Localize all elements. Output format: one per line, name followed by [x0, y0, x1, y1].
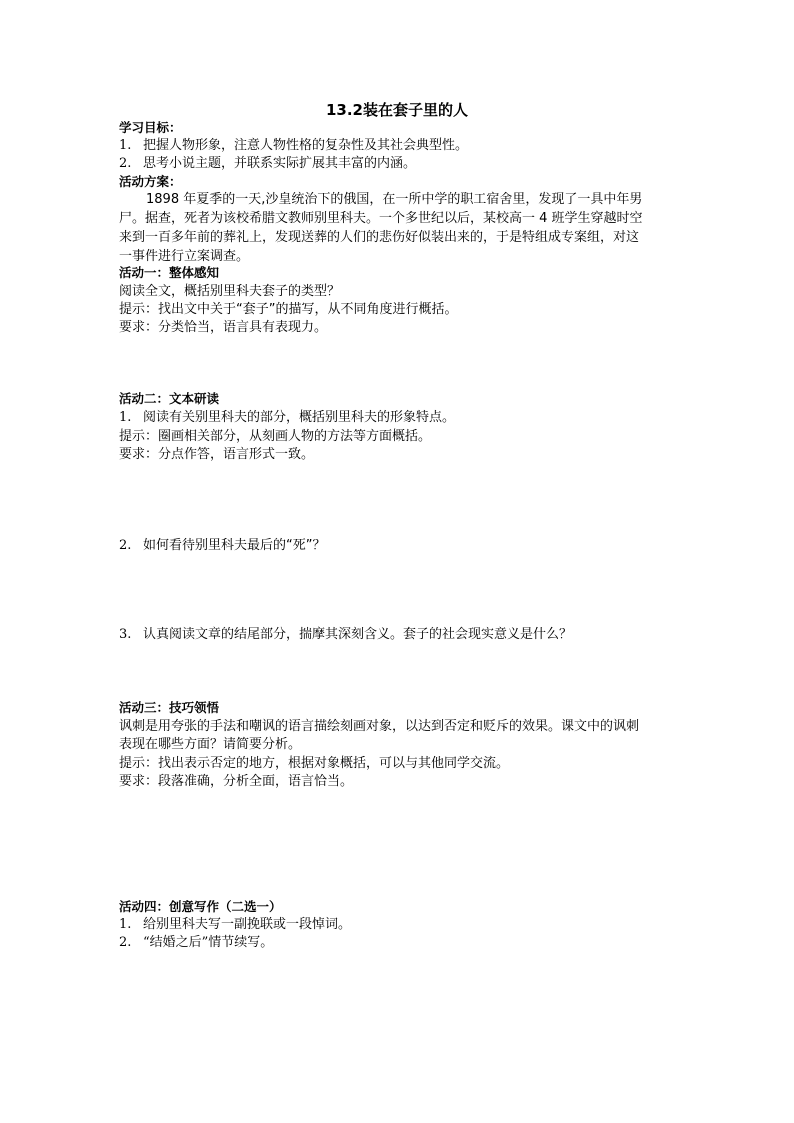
plan-line-1: 1898 年夏季的一天,沙皇统治下的俄国，在一所中学的职工宿舍里，发现了一具中年男: [146, 192, 643, 207]
activity2-requirement: 要求：分点作答，语言形式一致。: [119, 447, 315, 462]
goal-item-2-text: 思考小说主题，并联系实际扩展其丰富的内涵。: [143, 156, 417, 171]
goal-item-1-num: 1.: [119, 138, 132, 153]
activity4-item-1-text: 给别里科夫写一副挽联或一段悼词。: [143, 917, 352, 932]
goal-item-1: [119, 137, 468, 155]
activity2-question-2-num: 2.: [119, 538, 132, 553]
plan-line-4: 一事件进行立案调查。: [119, 249, 250, 264]
activity4-item-2-num: 2.: [119, 935, 132, 950]
activity4-item-1: [119, 916, 351, 934]
activity2-question-3-num: 3.: [119, 627, 132, 642]
activity2-question-3-text: 认真阅读文章的结尾部分，揣摩其深刻含义。套子的社会现实意义是什么？: [143, 627, 573, 642]
activity2-question-2-text: 如何看待别里科夫最后的“死”？: [143, 538, 326, 553]
activity2-question-1-num: 1.: [119, 410, 132, 425]
activity3-line-1: 讽刺是用夸张的手法和嘲讽的语言描绘刻画对象，以达到否定和贬斥的效果。课文中的讽刺: [119, 719, 640, 734]
activity2-question-2: [119, 537, 325, 555]
activity1-heading: 活动一：整体感知: [119, 265, 220, 280]
activity4-heading: 活动四：创意写作（二选一）: [119, 899, 282, 914]
goal-item-2-num: 2.: [119, 156, 132, 171]
activity1-hint: 提示：找出文中关于“套子”的描写，从不同角度进行概括。: [119, 302, 458, 317]
page-title: 13.2装在套子里的人: [325, 101, 468, 119]
activity4-item-2: [119, 934, 273, 952]
activity2-question-1: [119, 409, 455, 427]
activity2-question-3: [119, 626, 572, 644]
activity3-hint: 提示：找出表示否定的地方，根据对象概括，可以与其他同学交流。: [119, 756, 510, 771]
goal-item-1-text: 把握人物形象，注意人物性格的复杂性及其社会典型性。: [143, 138, 469, 153]
goal-item-2: [119, 155, 416, 173]
plan-line-2: 尸。据查，死者为该校希腊文教师别里科夫。一个多世纪以后，某校高一 4 班学生穿越时空: [119, 211, 643, 226]
activity1-requirement: 要求：分类恰当，语言具有表现力。: [119, 320, 328, 335]
activity3-heading: 活动三：技巧领悟: [119, 700, 220, 715]
activity1-question: 阅读全文，概括别里科夫套子的类型？: [119, 284, 341, 299]
activity2-heading: 活动二：文本研读: [119, 391, 220, 406]
activity4-item-2-text: “结婚之后”情节续写。: [143, 935, 274, 950]
activity3-line-2: 表现在哪些方面？请简要分析。: [119, 737, 302, 752]
activity4-item-1-num: 1.: [119, 917, 132, 932]
activity2-question-1-text: 阅读有关别里科夫的部分，概括别里科夫的形象特点。: [143, 410, 456, 425]
plan-line-3: 来到一百多年前的葬礼上，发现送葬的人们的悲伤好似装出来的，于是特组成专案组，对这: [119, 230, 640, 245]
plan-heading: 活动方案：: [119, 174, 182, 189]
goals-heading: 学习目标：: [119, 120, 182, 135]
activity3-requirement: 要求：段落准确，分析全面，语言恰当。: [119, 774, 354, 789]
activity2-hint: 提示：圈画相关部分，从刻画人物的方法等方面概括。: [119, 429, 432, 444]
